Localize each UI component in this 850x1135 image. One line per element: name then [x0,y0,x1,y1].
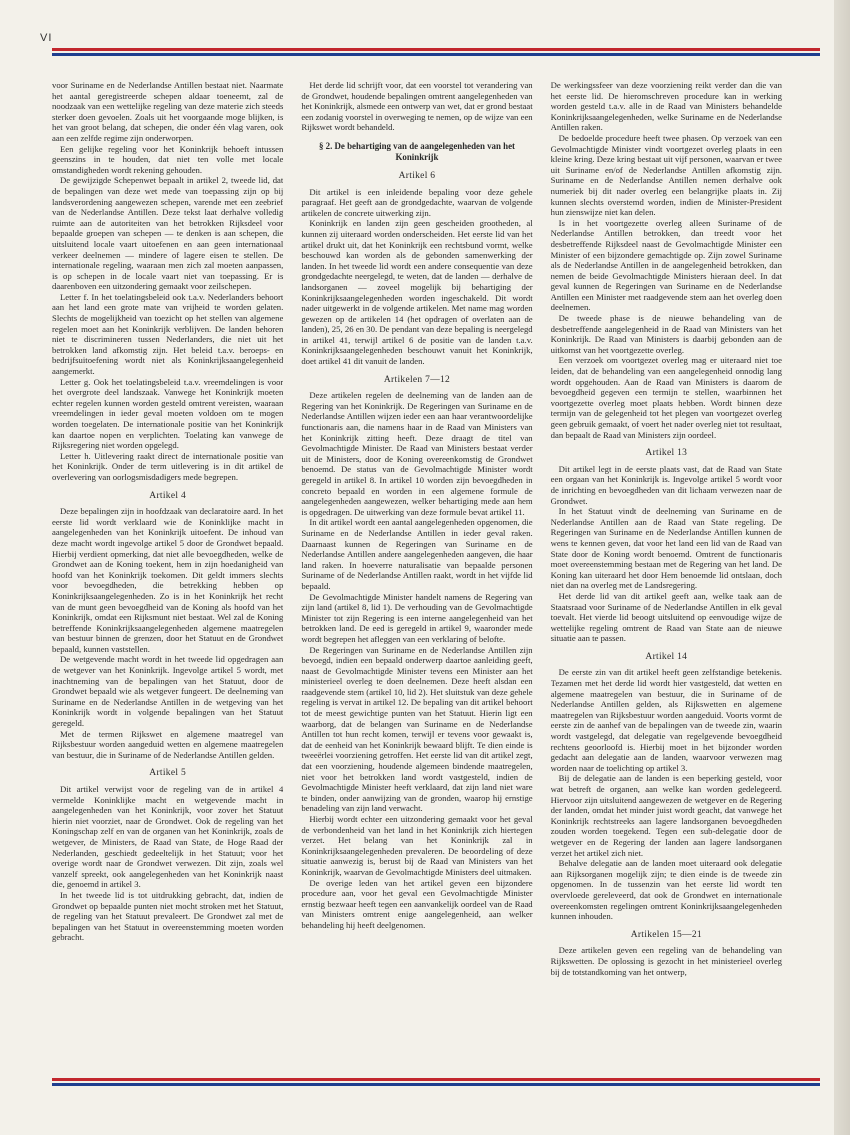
page-fold-shadow [834,0,850,1135]
paragraph: Een gelijke regeling voor het Koninkrijk behoeft intussen geenszins in te houden, dat niet ten volle met locale omstandigheden wordt rekening gehouden. [52,143,284,175]
paragraph: In het Statuut vindt de deelneming van Suriname en de Nederlandse Antillen aan de Raad van State regeling. De Regeringen van Suriname en de Nederlandse Antillen kunnen de wens te kennen geven, dat voor het land een lid van de Raad van State door de Koning wordt benoemd. Omtrent de functionaris moet overeenstemming bestaan met de Regering van het land. De Koning kan uiteraard het door Hem benoemde lid ontslaan, doch niet dan na overleg met de Landsregering. [550,506,782,591]
column-middle [301,80,532,1072]
paragraph: Dit artikel is een inleidende bepaling voor deze gehele paragraaf. Het geeft aan de grondgedachte, waarvan de volgende artikelen de concrete uitwerking zijn. [301,186,533,218]
paragraph: Dit artikel verwijst voor de regeling van de in artikel 4 vermelde Koninklijke macht en wetgevende macht in aangelegenheden van het Koninkrijk, voor zover het Statuut hierin niet voorziet, naar de Grondwet. Ook de regeling van het Koningschap zelf en van de organen van het Koninkrijk, zoals de wetgever, de Ministers, de Raad van State, de Hoge Raad der Nederlanden, geschiedt gedeeltelijk in het Statuut; voor het overige wordt naar de Grondwet verwezen. Dit zijn, zoals wel vanzelf spreekt, ook aangelegenheden van het Koninkrijk naast die, genoemd in artikel 3. [52,784,284,890]
heading-section-2: § 2. De behartiging van de aangelegenheden van het Koninkrijk [318,140,515,162]
paragraph: De bedoelde procedure heeft twee phasen. Op verzoek van een Gevolmachtigde Minister vindt voortgezet overleg plaats in een kleine kring. Deze kring bestaat uit vijf personen, waarvan er twee uit Suriname en/of de Nederlandse Antillen afkomstig zijn. Suriname en de Nederlandse Antillen nemen derhalve ook numeriek bij dit nader overleg een belangrijke plaats in. Zij kunnen slechts overstemd worden, indien de Minister-President hun zienswijze niet kan delen. [550,132,782,218]
heading-artikel-13: Artikel 13 [645,448,688,459]
paragraph: Koninkrijk en landen zijn geen gescheiden grootheden, al kunnen zij uiteraard worden onderscheiden. Het eerste lid van het artikel drukt uit, dat het Koninkrijk een rechtsbund vormt, welke beschouwd kan worden als de gebonden samenwerking der landen. In het tweede lid wordt een andere consequentie van deze grondgedachte neergelegd, te weten, dat de landen — derhalve de landsorganen — zoveel mogelijk bij behartiging der Koninkrijksaangelegenheden worden ingeschakeld. Dit wordt nader uitgewerkt in de volgende artikelen. Met name mag worden gewezen op de artikelen 14 (het opdragen of overlaten aan de landen), 25, 26 en 30. De pendant van deze bepaling is neergelegd in artikel 41, terwijl artikel 6 de positie van de landen t.a.v. Koninkrijksaangelegenheden beschouwt vanuit het Koninkrijk, doet artikel 41 dit vanuit de landen. [301,218,533,367]
paragraph: De wetgevende macht wordt in het tweede lid opgedragen aan de wetgever van het Koninkrijk. Ingevolge artikel 5 wordt, met inachtneming van de bepalingen van het Statuut, door de Grondwet bepaald wie als wetgever fungeert. De deelneming van Suriname en de Nederlandse Antillen in de wetgeving van het Koninkrijk wordt in volgende bepalingen van het Statuut geregeld. [52,654,284,729]
page-number: VI [40,32,53,44]
paragraph: De werkingssfeer van deze voorziening reikt verder dan die van het eerste lid. De hieromschreven procedure kan in werking worden gesteld t.a.v. alle in de Raad van Ministers behandelde Koninkrijksaangelegenheden, welke Suriname en de Nederlandse Antillen raken. [550,80,782,133]
paragraph: Deze artikelen geven een regeling van de behandeling van Rijkswetten. De oplossing is gezocht in het ministerieel overleg bij de totstandkoming van het ontwerp, [550,945,782,977]
heading-artikelen-15-21: Artikelen 15—21 [630,929,702,940]
heading-artikelen-7-12: Artikelen 7—12 [383,374,451,385]
flag-stripe-bottom [52,1078,820,1088]
heading-artikel-5: Artikel 5 [149,768,187,779]
paragraph: Dit artikel legt in de eerste plaats vast, dat de Raad van State een orgaan van het Koninkrijk is. Ingevolge artikel 5 wordt voor de inrichting en bevoegdheden van dit lichaam verwezen naar de Grondwet. [550,463,782,506]
paragraph: Het derde lid van dit artikel geeft aan, welke taak aan de Staatsraad voor Suriname of de Nederlandse Antillen in elk geval toevalt. Het vierde lid beoogt uitsluitend op eenvoudige wijze de wettelijke regeling omtrent de Raad van State aan de nieuwe situatie aan te passen. [550,590,782,644]
paragraph: Bij de delegatie aan de landen is een beperking gesteld, voor wat betreft de organen, aan welke kan worden gedelegeerd. Hiervoor zijn uitsluitend aangewezen de wetgever en de Regering der landen, omdat het minder juist wordt geacht, dat vanwege het Koninkrijk rechtstreeks aan lagere landsorganen bevoegdheden zouden worden toegekend. Tegen een sub-delegatie door de wetgever en de Regering der landen aan lagere landsorganen verzet het artikel zich niet. [550,773,782,858]
paragraph: Letter g. Ook het toelatingsbeleid t.a.v. vreemdelingen is voor het overgrote deel landszaak. Vanwege het Koninkrijk moeten echter regelen kunnen worden gesteld omtrent vereisten, waaraan vreemdelingen in ieder geval moeten voldoen om te mogen worden toegelaten. De internationale positie van het Koninkrijk kan daartoe nopen en verplichten. Toelating kan vanwege de Rijksregering niet worden opgelegd. [52,376,284,451]
heading-artikel-6: Artikel 6 [398,170,436,181]
paragraph: De overige leden van het artikel geven een bijzondere procedure aan, voor het geval een Gevolmachtigde Minister ernstig bezwaar heeft tegen een aanvankelijk oordeel van de Raad van Ministers omtrent enige aangelegenheid, aan welker behandeling hij heeft deelgenomen. [301,877,533,930]
paragraph: Met de termen Rijkswet en algemene maatregel van Rijksbestuur worden aangeduid wetten en algemene maatregelen van bestuur, die in Suriname of de Nederlandse Antillen gelden. [52,728,284,760]
flag-stripe-top [52,48,820,58]
text-columns [52,80,782,1072]
paragraph: Is in het voortgezette overleg alleen Suriname of de Nederlandse Antillen betrokken, dan treedt voor het desbetreffende Rijksdeel naast de Gevolmachtigde Minister een Minister of een bijzondere gemachtigde op. Zijn zowel Suriname als de Nederlandse Antillen in de aangelegenheid betrokken, dan nemen de beide Gevolmachtigde Ministers hieraan deel. In dat geval kunnen de Regeringen van Suriname en de Nederlandse Antillen een Minister met raadgevende stem aan het overleg doen deelnemen. [550,217,782,313]
heading-artikel-4: Artikel 4 [149,490,187,501]
paragraph: In het tweede lid is tot uitdrukking gebracht, dat, indien de Grondwet op bepaalde punten niet mocht stroken met het Statuut, de regeling van het Statuut prevaleert. De Grondwet zal met de bepalingen van het Statuut in overeenstemming moeten worden gebracht. [52,889,284,943]
paragraph: Behalve delegatie aan de landen moet uiteraard ook delegatie aan Rijksorganen mogelijk zijn; te dien einde is de tweede zin opgenomen. In de tussenzin van het eerste lid wordt ten overvloede gereleveerd, dat ook de Grondwet en internationale overeenkomsten regelingen omtrent Koninkrijksaangelegenheden kunnen inhouden. [550,858,782,922]
paragraph: Deze artikelen regelen de deelneming van de landen aan de Regering van het Koninkrijk. De Regeringen van Suriname en de Nederlandse Antillen wijzen ieder een aan haar verantwoordelijke functionaris aan, die namens haar in de Raad van Ministers van het Koninkrijk zitting heeft. Deze draagt de titel van Gevolmachtigde Minister. De Raad van Ministers bestaat verder uit de Ministers, door de Koning overeenkomstig de Grondwet benoemd. De status van de Gevolmachtigde Minister wordt geregeld in artikel 8. In artikel 10 worden zijn bevoegdheden in concreto bepaald en worden in een algemene formule de aangelegenheden aangewezen, welker behartiging mede aan hem is opgedragen. De uitwerking van deze formule bevat artikel 11. [301,390,533,517]
paragraph: Een verzoek om voortgezet overleg mag er uiteraard niet toe leiden, dat de behandeling van een aangelegenheid onnodig lang wordt opgehouden. Aan de Raad van Ministers is daarom de bevoegdheid gegeven een termijn te stellen, waarbinnen het voortgezette overleg moet plaats hebben. Wordt binnen deze termijn van de gelegenheid tot het plegen van voortgezet overleg geen gebruik gemaakt, of voert het nader overleg niet tot resultaat, dan bepaalt de Raad van Ministers zijn oordeel. [550,355,782,440]
paragraph: De tweede phase is de nieuwe behandeling van de desbetreffende aangelegenheid in de Raad van Ministers van het Koninkrijk. De Raad van Ministers is daarbij gebonden aan de uitkomst van het voortgezette overleg. [550,313,782,355]
paragraph: Deze bepalingen zijn in hoofdzaak van declaratoire aard. In het eerste lid wordt verklaard wie de Koninklijke macht in aangelegenheden van het Koninkrijk uitoefent. De inhoud van deze macht wordt ingevolge artikel 5 door de Grondwet bepaald. Hierbij verdient opmerking, dat niet alle bevoegdheden, welke de Grondwet aan de Koning toekent, hem in zijn hoedanigheid van hoofd van het Koninkrijk toekomen. Dit geldt immers slechts voor bevoegdheden, die betrekking hebben op Koninkrijksaangelegenheden. Zo is in het Koninkrijk het recht van de munt geen bevoegdheid van de Koning als hoofd van het Koninkrijk, omdat een Rijksmunt niet bestaat. Wel zal de Koning betreffende Koninkrijksaangelegenheden algemene maatregelen van bestuur binnen de grenzen, door het Statuut en de Grondwet bepaald, kunnen vaststellen. [52,506,284,654]
paragraph: De gewijzigde Schepenwet bepaalt in artikel 2, tweede lid, dat de bepalingen van deze wet mede van toepassing zijn op bij landsverordening aangewezen schepen, varende met een zeebrief van de Nederlandse Antillen. Deze tekst laat derhalve volledig ruimte aan de autoriteiten van het betrokken Rijksdeel voor bepaalde groepen van schepen — te denken is aan schepen, die uitsluitend locale vaart uitoefenen en aan geen internationaal verkeer deelnemen — mindere of lagere eisen te stellen. De internationale regeling, waaraan men zich zal moeten aanpassen, is op schepen in de locale vaart niet van toepassing. Er is daarenboven een uitzondering gemaakt voor zeilschepen. [52,175,284,292]
column-left [52,80,283,1072]
paragraph: In dit artikel wordt een aantal aangelegenheden opgenomen, die Suriname en de Nederlandse Antillen in ieder geval raken. Daarnaast kunnen de Regeringen van Suriname en de Nederlandse Antillen andere aangelegenheden aangeven, die haar land raken. In hoeverre naturalisatie van bepaalde personen Suriname of de Nederlandse Antillen raakt, wordt in het vijfde lid bepaald. [301,517,533,591]
paragraph: voor Suriname en de Nederlandse Antillen bestaat niet. Naarmate het aantal geregistreerde schepen aldaar toeneemt, zal de noodzaak van een wettelijke regeling van deze materie zich steeds sterker doen gevoelen. Zoals uit het voorgaande moge blijken, is het van groot belang, dat schepen, die onder één vlag varen, ook aan een zelfde regime zijn onderworpen. [52,80,284,143]
paragraph: De Gevolmachtigde Minister handelt namens de Regering van zijn land (artikel 8, lid 1). De verhouding van de Gevolmachtigde Minister tot zijn Regering is een interne aangelegenheid van het betrokken land. De eed is geregeld in artikel 9, waaronder mede wordt begrepen het afleggen van een verklaring of belofte. [301,591,533,644]
paragraph: Letter h. Uitlevering raakt direct de internationale positie van het Koninkrijk. Onder de term uitlevering is in dit artikel de overlevering van oorlogsmisdadigers mede begrepen. [52,450,284,482]
paragraph: De Regeringen van Suriname en de Nederlandse Antillen zijn bevoegd, indien een bepaald onderwerp daartoe aanleiding geeft, naast de Gevolmachtigde Minister tevens een Minister aan het ministerieel overleg te doen deelnemen. Deze heeft alsdan een raadgevende stem (artikel 10, lid 2). Het sluitstuk van deze gehele regeling is vervat in artikel 12. De bepaling van dit artikel behoort tot de meest gewichtige punten van het Statuut. Hierin ligt een waarborg, dat de belangen van Suriname en de Nederlandse Antillen tot hun recht komen, terwijl er tevens voor gewaakt is, dat de eenheid van het Koninkrijk bewaard blijft. Te dien einde is tweeërlei voorziening getroffen. Het eerste lid van dit artikel zegt, dat een voorziening, houdende algemeen bindende maatregelen, niet voor het betrokken land wordt vastgesteld, indien de Gevolmachtigde Minister heeft verklaard, dat zijn land niet ware te binden, onder aanwijzing van de gronden, waarop hij ernstige benadeling van zijn land verwacht. [301,644,533,814]
paragraph: Het derde lid schrijft voor, dat een voorstel tot verandering van de Grondwet, houdende bepalingen omtrent aangelegenheden van het Koninkrijk, alsmede een ontwerp van wet, dat er grond bestaat een zodanig voorstel in overweging te nemen, op de wijze van een Rijkswet wordt behandeld. [301,80,533,133]
paragraph: De eerste zin van dit artikel heeft geen zelfstandige betekenis. Tezamen met het derde lid wordt hier vastgesteld, dat wetten en algemene maatregelen van bestuur, die in Suriname of de Nederlandse Antillen gelden, als Rijkswetten en algemene maatregelen van Rijksbestuur worden aangeduid. Voorts vormt de eerste zin de aanhef van de bepalingen van de tweede zin, waarin wordt vastgelegd, dat delegatie van regelgevende bevoegdheid rechtens geoorloofd is. Hierbij moet in het bijzonder worden gedacht aan delegatie aan de landen, waarvoor verwezen mag worden naar de toelichting op artikel 3. [550,667,782,773]
paragraph: Letter f. In het toelatingsbeleid ook t.a.v. Nederlanders behoort aan het land een grote mate van vrijheid te worden gelaten. Slechts de mogelijkheid van toezicht op het stellen van algemene regelen moet aan het Koninkrijk verblijven. De landen behoren niet te discrimineren tussen Nederlanders, die niet uit het betrokken land afkomstig zijn. Het beleid t.a.v. beroeps- en bedrijfsuitoefening wordt niet als Koninkrijksaangelegenheid aangemerkt. [52,291,284,377]
column-right [551,80,782,1072]
heading-artikel-14: Artikel 14 [645,651,688,662]
paragraph: Hierbij wordt echter een uitzondering gemaakt voor het geval de verbondenheid van het land in het Koninkrijk zich hiertegen verzet. Het belang van het Koninkrijk zal in Koninkrijksaangelegenheden prevaleren. De beoordeling of deze situatie aanwezig is, berust bij de Raad van Ministers van het Koninkrijk, waarvan de Gevolmachtigde Ministers deel uitmaken. [301,814,533,877]
